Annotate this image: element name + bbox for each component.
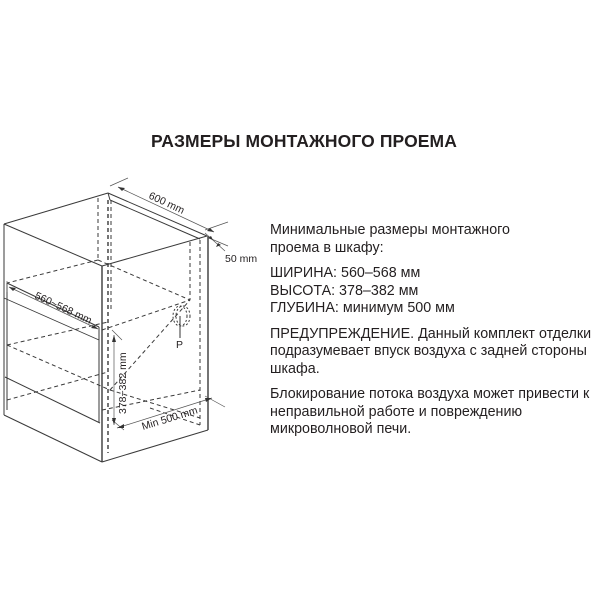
height-spec: ВЫСОТА: 378–382 мм xyxy=(270,282,419,299)
cabinet-diagram xyxy=(0,170,265,480)
warning-line-1: ПРЕДУПРЕЖДЕНИЕ. Данный комплект отделки xyxy=(270,325,592,342)
block-line-2: неправильной работе и повреждению xyxy=(270,403,523,420)
intro-line-2: проема в шкафу: xyxy=(270,239,384,256)
intro-line-1: Минимальные размеры монтажного xyxy=(270,222,510,238)
page-title: РАЗМЕРЫ МОНТАЖНОГО ПРОЕМА xyxy=(151,131,457,151)
block-line-3: микроволновой печи. xyxy=(270,421,412,437)
dim-50-label: 50 mm xyxy=(225,253,258,265)
block-line-1: Блокирование потока воздуха может привести к xyxy=(270,386,590,402)
power-point-label: P xyxy=(176,339,184,351)
arrowheads xyxy=(9,187,221,428)
dim-width-label: 560~568 mm xyxy=(32,289,94,327)
warning-line-2: подразумевает впуск воздуха с задней стороны xyxy=(270,343,587,359)
info-text-block xyxy=(270,222,600,439)
width-spec: ШИРИНА: 560–568 мм xyxy=(270,265,421,281)
warning-line-3: шкафа. xyxy=(270,360,320,377)
depth-spec: ГЛУБИНА: минимум 500 мм xyxy=(270,300,455,316)
dim-height-label: 378~382 mm xyxy=(117,352,129,414)
dim-600-label: 600 mm xyxy=(146,189,187,217)
dim-min-depth-label: Min 500 mm xyxy=(140,404,200,433)
